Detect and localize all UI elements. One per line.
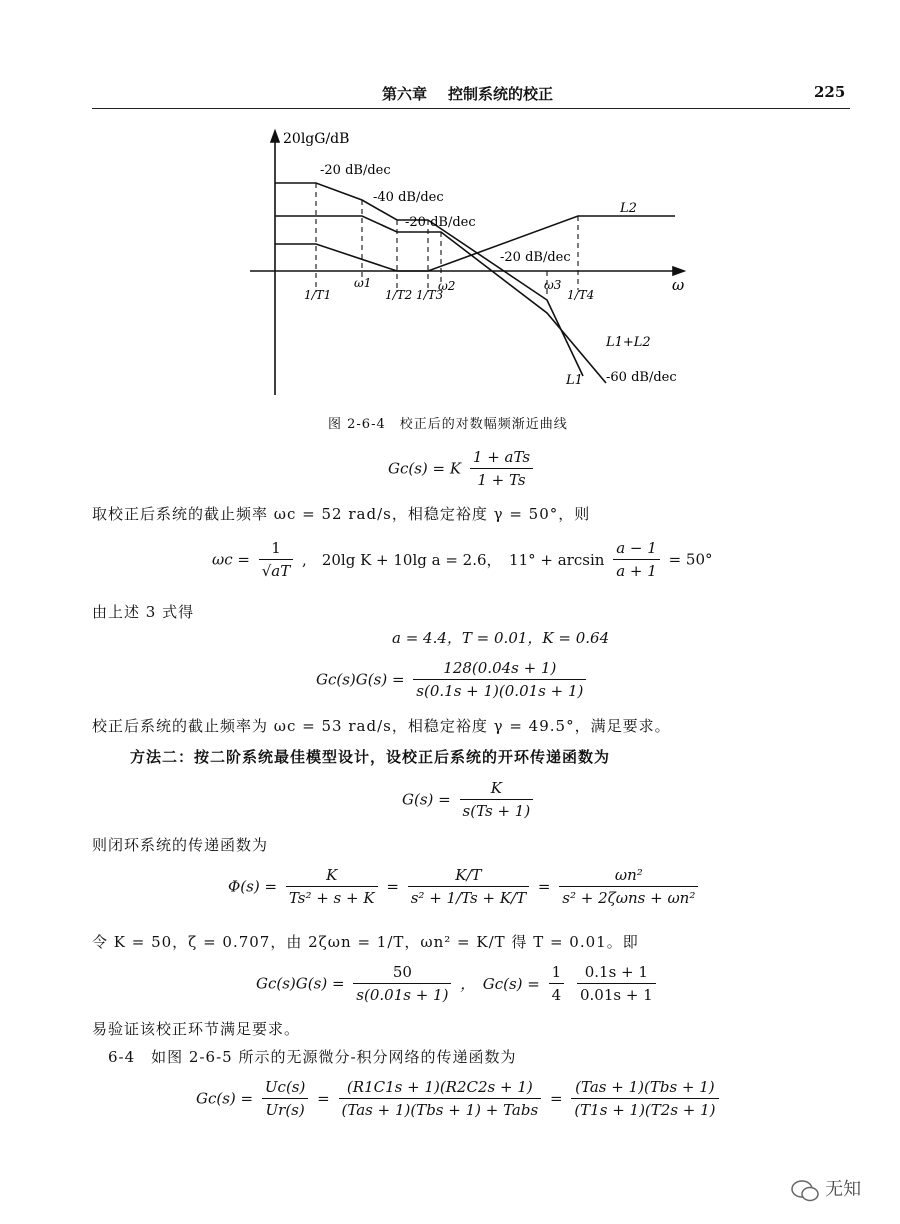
eq6-num2: K/T bbox=[408, 864, 529, 887]
eq2-num2: a − 1 bbox=[613, 537, 660, 560]
eq7-mid: ， Gc(s) = bbox=[460, 975, 540, 993]
eq2-a: ωc = bbox=[212, 550, 250, 569]
watermark-text: 无知 bbox=[825, 1179, 862, 1200]
tick-6: ω3 bbox=[544, 278, 562, 292]
eq5-den: s(Ts + 1) bbox=[462, 802, 531, 820]
eq6-num3: ωn² bbox=[559, 864, 698, 887]
eq5-lhs: G(s) = bbox=[402, 790, 451, 809]
eq7-lhs: Gc(s)G(s) = bbox=[256, 974, 345, 993]
eq8-den3: (T1s + 1)(T2s + 1) bbox=[574, 1101, 716, 1119]
curve-label-l1: L1 bbox=[566, 373, 583, 388]
eq7-num2: 1 bbox=[549, 961, 565, 984]
y-axis-arrow bbox=[271, 131, 279, 142]
eq8-num1: Uc(s) bbox=[262, 1076, 308, 1099]
eq2-num1: 1 bbox=[259, 537, 294, 560]
eq6-den3: s² + 2ζωns + ωn² bbox=[562, 889, 696, 907]
equation-2 bbox=[212, 537, 713, 582]
eq4-num: 128(0.04s + 1) bbox=[413, 657, 586, 680]
equation-6: Φ(s) = $\frac{K}{\text{Ts² + s + K}}$ = $\frac{K/T}{\text{s² + 1/Ts + K/T}}$ = $\frac{\text{ωn²}}{\text{s² + 2ζωns + ωn²}}$ bbox=[228, 864, 702, 909]
equation-5 bbox=[402, 777, 537, 822]
eq8-den2: (Tas + 1)(Tbs + 1) + Tabs bbox=[341, 1101, 539, 1119]
curve-label-l2: L2 bbox=[620, 201, 637, 216]
eq7-num3: 0.1s + 1 bbox=[577, 961, 656, 984]
slope-label-2: -40 dB/dec bbox=[373, 190, 444, 205]
y-axis-label: 20lgG/dB bbox=[283, 131, 350, 147]
eq1-den: 1 + Ts bbox=[477, 471, 526, 489]
tick-7: 1/T4 bbox=[567, 288, 595, 302]
paragraph-7: 易验证该校正环节满足要求。 bbox=[92, 1020, 301, 1038]
slope-label-4: -20 dB/dec bbox=[500, 250, 571, 265]
slope-label-3: -20 dB/dec bbox=[405, 215, 476, 230]
page-number: 225 bbox=[814, 83, 846, 101]
eq5-num: K bbox=[460, 777, 534, 800]
eq1-k: K bbox=[449, 459, 462, 478]
eq1-lhs: Gc(s) = bbox=[388, 459, 446, 478]
chapter-label: 第六章 bbox=[382, 85, 428, 103]
x-axis-label: ω bbox=[672, 276, 685, 294]
curve-l1plus bbox=[275, 183, 583, 376]
tick-5: ω2 bbox=[438, 279, 456, 293]
eq7-num1: 50 bbox=[353, 961, 451, 984]
watermark bbox=[790, 1175, 861, 1204]
x-axis-arrow bbox=[673, 267, 684, 275]
slope-label-5: -60 dB/dec bbox=[606, 370, 677, 385]
eq7-den3: 0.01s + 1 bbox=[579, 986, 653, 1004]
figure-caption: 图 2-6-4 校正后的对数幅频渐近曲线 bbox=[328, 417, 568, 432]
bode-figure bbox=[0, 0, 900, 420]
curve-label-l1plus: L1+L2 bbox=[606, 335, 651, 350]
equation-7 bbox=[256, 961, 660, 1006]
paragraph-5: 则闭环系统的传递函数为 bbox=[92, 836, 269, 854]
eq2-c: = 50° bbox=[668, 550, 713, 569]
equation-8: Gc(s) = $\frac{Uc(s)}{Ur(s)}$ = $\frac{(R1C1s + 1)(R2C2s + 1)}{\text{(Tas + 1)(Tbs + 1) + Tabs}}$ = $\frac{\text{(Tas + 1)(Tbs + 1)}}{(T1s + 1)(T2s + 1)}$ bbox=[196, 1076, 723, 1121]
eq4-lhs: Gc(s)G(s) = bbox=[316, 670, 405, 689]
eq6-lhs: Φ(s) = bbox=[228, 877, 278, 896]
equation-4 bbox=[316, 657, 590, 702]
tick-2: ω1 bbox=[354, 276, 372, 290]
paragraph-2: 由上述 3 式得 bbox=[92, 603, 195, 621]
chapter-title: 控制系统的校正 bbox=[448, 85, 554, 103]
paragraph-4: 方法二：按二阶系统最佳模型设计，设校正后系统的开环传递函数为 bbox=[130, 748, 611, 766]
eq7-den2: 4 bbox=[551, 986, 562, 1004]
tick-4: 1/T3 bbox=[416, 288, 444, 302]
slope-label-1: -20 dB/dec bbox=[320, 163, 391, 178]
tick-1: 1/T1 bbox=[304, 288, 332, 302]
eq7-den1: s(0.01s + 1) bbox=[356, 986, 449, 1004]
eq6-den1: Ts² + s + K bbox=[288, 889, 375, 907]
eq1-num: 1 + aTs bbox=[470, 446, 533, 469]
eq2-den1: √aT bbox=[261, 562, 291, 580]
paragraph-1: 取校正后系统的截止频率 ωc = 52 rad/s，相稳定裕度 γ = 50°，则 bbox=[92, 505, 591, 523]
eq2-den2: a + 1 bbox=[616, 562, 657, 580]
eq4-den: s(0.1s + 1)(0.01s + 1) bbox=[416, 682, 584, 700]
equation-1 bbox=[388, 446, 537, 491]
eq6-den2: s² + 1/Ts + K/T bbox=[410, 889, 527, 907]
paragraph-3: 校正后系统的截止频率为 ωc = 53 rad/s，相稳定裕度 γ = 49.5°，满足要求。 bbox=[92, 717, 671, 735]
eq8-num3: (Tas + 1)(Tbs + 1) bbox=[571, 1076, 718, 1099]
eq8-num2: (R1C1s + 1)(R2C2s + 1) bbox=[339, 1076, 542, 1099]
eq8-lhs: Gc(s) = bbox=[196, 1089, 254, 1108]
tick-3: 1/T2 bbox=[385, 288, 413, 302]
eq8-den1: Ur(s) bbox=[265, 1101, 305, 1119]
eq2-b: , 20lg K + 10lg a = 2.6， 11° + arcsin bbox=[302, 551, 605, 569]
wechat-icon bbox=[790, 1178, 820, 1204]
paragraph-8: 6-4 如图 2-6-5 所示的无源微分-积分网络的传递函数为 bbox=[108, 1048, 517, 1066]
paragraph-6: 令 K = 50，ζ = 0.707，由 2ζωn = 1/T，ωn² = K/T 得 T = 0.01。即 bbox=[92, 933, 639, 951]
equation-3: a = 4.4，T = 0.01，K = 0.64 bbox=[392, 629, 610, 647]
eq6-num1: K bbox=[286, 864, 378, 887]
